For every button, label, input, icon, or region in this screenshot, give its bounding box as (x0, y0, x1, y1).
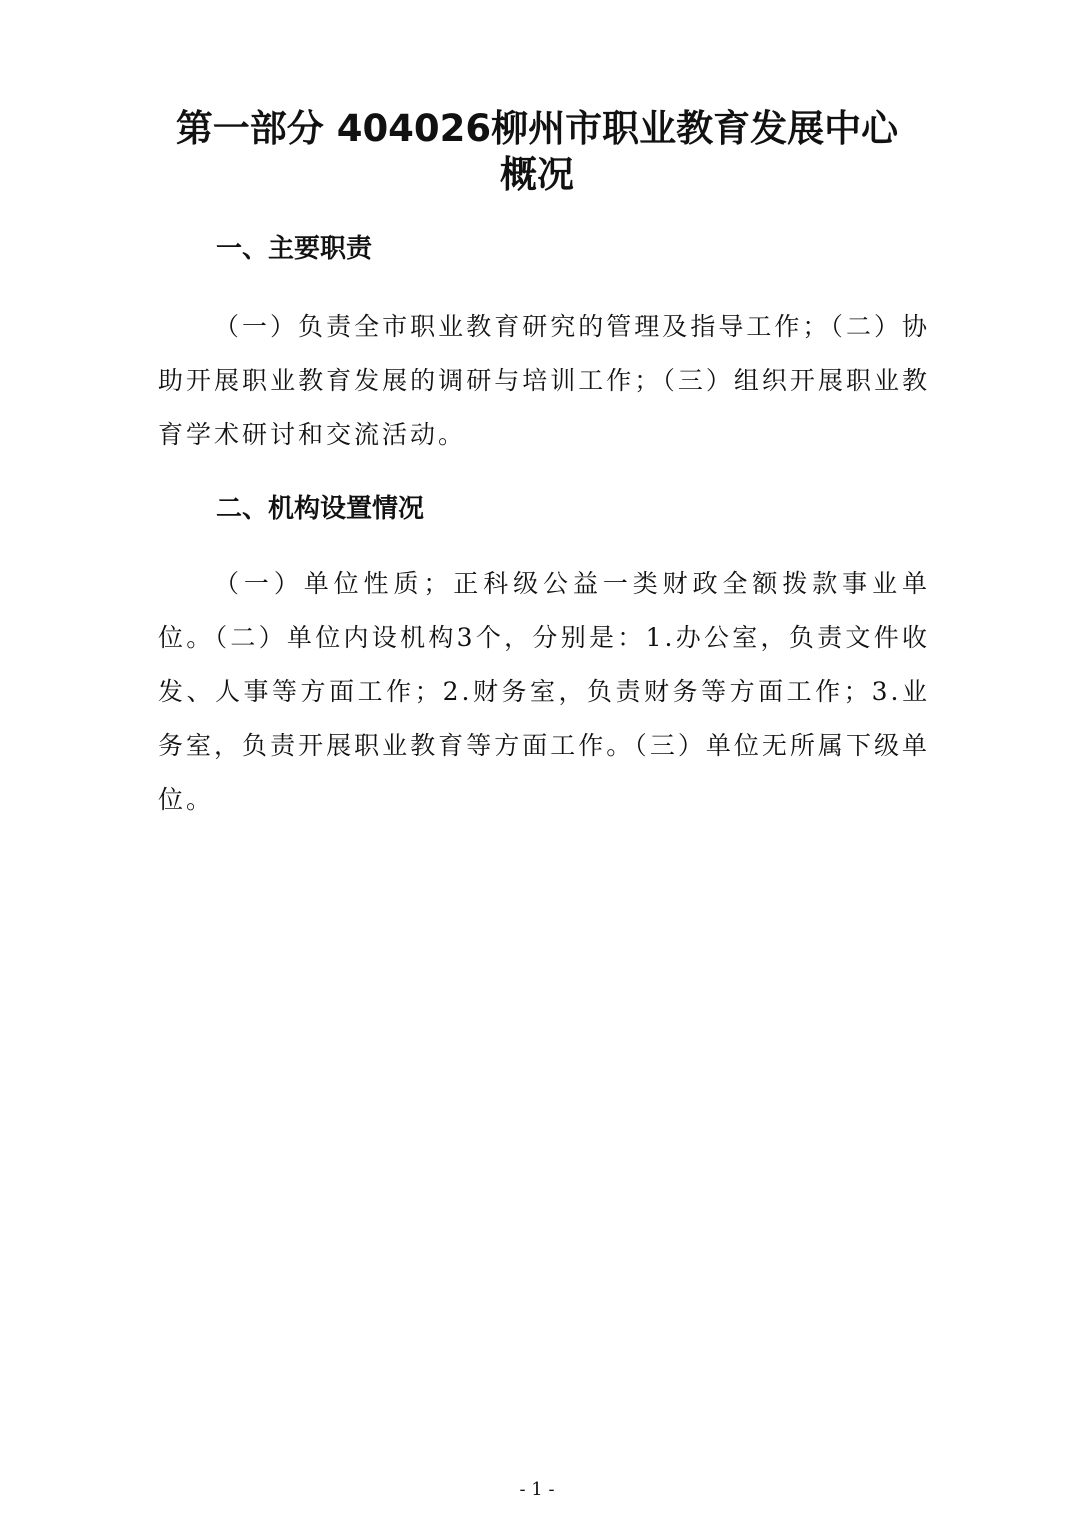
title-line-2: 概况 (500, 153, 574, 196)
section-body-main-duties: （一）负责全市职业教育研究的管理及指导工作；（二）协助开展职业教育发展的调研与培训工作；（三）组织开展职业教育学术研讨和交流活动。 (158, 312, 930, 449)
page-title (60, 106, 1014, 198)
section-heading-main-duties: 一、主要职责 (216, 234, 373, 264)
section-heading-organization: 二、机构设置情况 (216, 494, 425, 524)
title-line-1: 第一部分 404026柳州市职业教育发展中心 (175, 107, 899, 150)
section-body-organization: （一）单位性质；正科级公益一类财政全额拨款事业单位。（二）单位内设机构3个，分别是：1.办公室，负责文件收发、人事等方面工作；2.财务室，负责财务等方面工作；3.业务室，负责开展职业教育等方面工作。（三）单位无所属下级单位。 (158, 569, 930, 814)
page-number: - 1 - (519, 1479, 555, 1500)
